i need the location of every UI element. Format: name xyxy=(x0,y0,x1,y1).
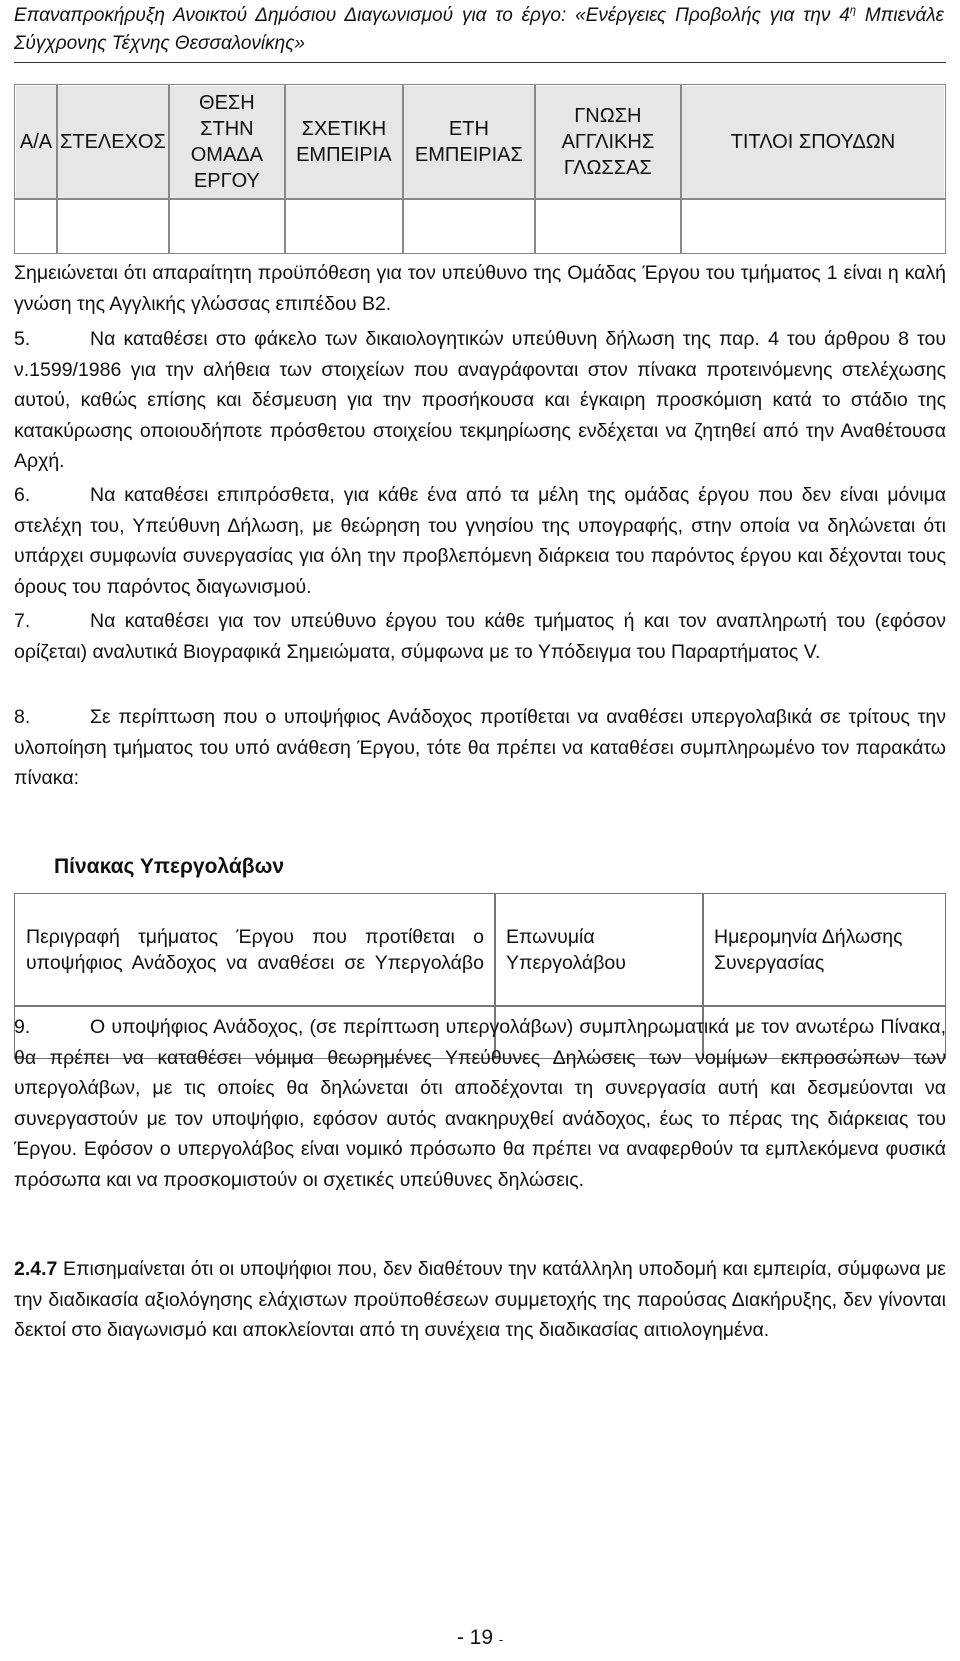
item-9-number: 9. xyxy=(14,1016,31,1038)
item-6 xyxy=(14,480,946,602)
item-7-number: 7. xyxy=(14,610,31,632)
item-6-number: 6. xyxy=(14,484,31,506)
table-row xyxy=(15,199,945,253)
staff-col-member: ΣΤΕΛΕΧΟΣ xyxy=(57,85,169,199)
staff-col-years: ΕΤΗ ΕΜΠΕΙΡΙΑΣ xyxy=(403,85,535,199)
subcontractors-header-row xyxy=(15,894,945,1006)
table-cell xyxy=(57,199,169,253)
table-cell xyxy=(15,199,57,253)
item-7 xyxy=(14,606,946,667)
item-5-number: 5. xyxy=(14,328,31,350)
staff-col-position: ΘΕΣΗ ΣΤΗΝ ΟΜΑΔΑ ΕΡΓΟΥ xyxy=(169,85,285,199)
sub-col-description: Περιγραφή τμήματος Έργου που προτίθεται ο υποψήφιος Ανάδοχος να αναθέσει σε Υπεργολάβο xyxy=(15,894,495,1006)
header-prefix: Επαναπροκήρυξη Ανοικτού Δημόσιου Διαγωνισμού για το έργο: xyxy=(14,5,576,26)
table-cell xyxy=(681,199,945,253)
item-8 xyxy=(14,702,946,794)
table-cell xyxy=(403,199,535,253)
page-number-dash: - xyxy=(498,1632,504,1647)
header-title-start: «Ενέργειες Προβολής για την 4 xyxy=(575,5,850,26)
section-number: 2.4.7 xyxy=(14,1258,58,1280)
item-8-number: 8. xyxy=(14,706,31,728)
section-text: Επισημαίνεται ότι οι υποψήφιοι που, δεν διαθέτουν την κατάλληλη υποδομή και εμπειρία, σύμφωνα με την διαδικασία αξιολόγησης ελάχιστων προϋποθέσεων συμμετοχής της παρούσας Διακήρυξης, δεν γίνονται δεκτοί στο διαγωνισμό και αποκλείονται από τη συνέχεια της διαδικασίας αιτιολογημένα. xyxy=(14,1258,946,1341)
staff-col-degrees: ΤΙΤΛΟΙ ΣΠΟΥΔΩΝ xyxy=(681,85,945,199)
page-footer xyxy=(0,1626,960,1650)
staff-table-header-row xyxy=(15,85,945,199)
staff-table xyxy=(14,84,946,254)
sub-col-name: Επωνυμία Υπεργολάβου xyxy=(495,894,703,1006)
table-cell xyxy=(285,199,403,253)
running-header xyxy=(14,2,944,58)
header-divider xyxy=(14,62,946,63)
english-requirement-note: Σημειώνεται ότι απαραίτητη προϋπόθεση για τον υπεύθυνο της Ομάδας Έργου του τμήματος 1 είναι η καλή γνώση της Αγγλικής γλώσσας επιπέδου Β2. xyxy=(14,262,946,315)
staff-col-english: ΓΝΩΣΗ ΑΓΓΛΙΚΗΣ ΓΛΩΣΣΑΣ xyxy=(535,85,681,199)
subcontractors-table-title: Πίνακας Υπεργολάβων xyxy=(54,855,285,878)
staff-col-experience: ΣΧΕΤΙΚΗ ΕΜΠΕΙΡΙΑ xyxy=(285,85,403,199)
section-2-4-7 xyxy=(14,1254,946,1346)
item-9 xyxy=(14,1012,946,1195)
item-7-text: Να καταθέσει για τον υπεύθυνο έργου του κάθε τμήματος ή και τον αναπληρωτή του (εφόσον ορίζεται) αναλυτικά Βιογραφικά Σημειώματα, σύμφωνα με το Υπόδειγμα του Παραρτήματος V. xyxy=(14,610,946,663)
item-5 xyxy=(14,324,946,477)
item-8-text: Σε περίπτωση που ο υποψήφιος Ανάδοχος προτίθεται να αναθέσει υπεργολαβικά σε τρίτους την υλοποίηση τμήματος του υπό ανάθεση Έργου, τότε θα πρέπει να καταθέσει συμπληρωμένο τον παρακάτω πίνακα: xyxy=(14,706,946,789)
staff-col-aa: Α/Α xyxy=(15,85,57,199)
item-6-text: Να καταθέσει επιπρόσθετα, για κάθε ένα από τα μέλη της ομάδας έργου που δεν είναι μόνιμα στελέχη του, Υπεύθυνη Δήλωση, με θεώρηση του γνησίου της υπογραφής, στην οποία να δηλώνεται ότι υπάρχει συμφωνία συνεργασίας για όλη την προβλεπόμενη διάρκεια του παρόντος έργου και δέχονται τους όρους του παρόντος διαγωνισμού. xyxy=(14,484,946,598)
item-5-text: Να καταθέσει στο φάκελο των δικαιολογητικών υπεύθυνη δήλωση της παρ. 4 του άρθρου 8 του ν.1599/1986 για την αλήθεια των στοιχείων που αναγράφονται στον πίνακα προτεινόμενης στελέχωσης αυτού, καθώς επίσης και δέσμευση για την προσήκουσα και έγκαιρη προσκόμιση κατά το στάδιο της κατακύρωσης οποιουδήποτε πρόσθετου στοιχείου τεκμηρίωσης ενδέχεται να ζητηθεί από την Αναθέτουσα Αρχή. xyxy=(14,328,946,472)
header-title-end: Μπιενάλε Σύγχρονης Τέχνης Θεσσαλονίκης» xyxy=(14,5,945,54)
header-superscript: η xyxy=(849,4,856,17)
table-cell xyxy=(169,199,285,253)
page-number: - 19 xyxy=(456,1626,493,1649)
table-cell xyxy=(535,199,681,253)
item-9-text: Ο υποψήφιος Ανάδοχος, (σε περίπτωση υπεργολάβων) συμπληρωματικά με τον ανωτέρω Πίνακα, θα πρέπει να καταθέσει νόμιμα θεωρημένες Υπεύθυνες Δηλώσεις των νομίμων εκπροσώπων των υπεργολάβων, με τις οποίες θα δηλώνεται ότι αποδέχονται τη συνεργασία αυτή και δεσμεύονται να συνεργαστούν με τον υποψήφιο, εφόσον αυτός ανακηρυχθεί ανάδοχος, έως το πέρας της διάρκειας του Έργου. Εφόσον ο υπεργολάβος είναι νομικό πρόσωπο θα πρέπει να αναφερθούν τα εμπλεκόμενα φυσικά πρόσωπα και να προσκομιστούν οι σχετικές υπεύθυνες δηλώσεις. xyxy=(14,1016,946,1191)
sub-col-date: Ημερομηνία Δήλωσης Συνεργασίας xyxy=(703,894,945,1006)
